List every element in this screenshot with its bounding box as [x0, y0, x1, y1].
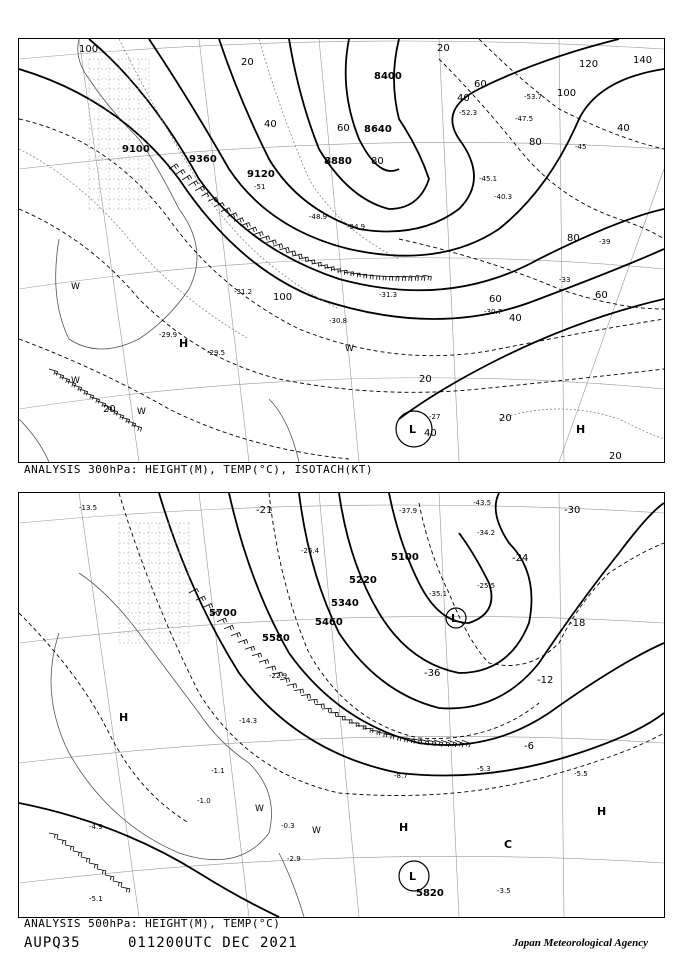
isotach-label: 40 — [457, 93, 470, 104]
wind-barb — [267, 240, 277, 245]
wind-barb — [280, 247, 290, 252]
height-label: 5700 — [209, 608, 237, 619]
isotach-label: 40 — [617, 123, 630, 134]
temp-label: -8.7 — [394, 772, 408, 780]
wind-marker: W — [345, 344, 354, 354]
height-labels — [122, 71, 402, 180]
temp-contour-label: -21 — [256, 505, 273, 516]
wind-barb — [57, 839, 66, 845]
wind-barb — [315, 704, 324, 708]
isotach-label: 60 — [595, 290, 608, 301]
wind-barbs — [49, 589, 470, 893]
temp-label: -5.3 — [477, 765, 491, 773]
analysis-datetime: 011200UTC DEC 2021 — [128, 935, 298, 951]
temp-label: -29.5 — [207, 349, 226, 357]
station-grid — [89, 59, 149, 209]
temp-label: -35.1 — [429, 590, 448, 598]
low-center: L — [409, 423, 417, 436]
isotach-label: 120 — [579, 59, 599, 70]
temp-label: -1.0 — [197, 797, 211, 805]
wind-barb — [293, 254, 303, 258]
temp-label: -22.9 — [269, 672, 288, 680]
height-label: 9120 — [247, 169, 275, 180]
temp-label: -25.5 — [477, 582, 496, 590]
wind-barb — [127, 421, 136, 427]
isotach-label: 80 — [529, 137, 542, 148]
temp-contour-label: -12 — [537, 675, 554, 686]
isotach-label: 40 — [509, 313, 522, 324]
temp-label: -1.1 — [211, 767, 225, 775]
height-label: 5580 — [262, 633, 290, 644]
height-label: 8640 — [364, 124, 392, 135]
low-center: L — [409, 870, 417, 883]
height-label: 5820 — [416, 888, 444, 899]
temp-label: -53.7 — [524, 93, 543, 101]
temp-label: -3.5 — [497, 887, 511, 895]
temp-label: -52.3 — [459, 109, 478, 117]
temp-label: -5.5 — [574, 770, 588, 778]
wind-barb — [301, 694, 310, 698]
wind-barb — [89, 863, 98, 869]
temp-contour-label: -24 — [512, 553, 529, 564]
isotach-label: 40 — [424, 428, 437, 439]
temp-label: -48.9 — [309, 213, 328, 221]
temp-label: -27 — [429, 413, 441, 421]
isotach-label: 60 — [474, 79, 487, 90]
wind-barb — [61, 377, 70, 383]
cold-center: C — [504, 838, 513, 851]
isotach-label: 20 — [437, 43, 450, 54]
isotach-label: 40 — [264, 119, 277, 130]
wind-barb — [113, 881, 122, 887]
temp-label: -45 — [575, 143, 587, 151]
wind-barb — [169, 164, 179, 169]
wind-barb — [81, 857, 90, 863]
wind-barb — [176, 170, 186, 175]
temp-label: -31.2 — [234, 288, 253, 296]
high-center: H — [119, 711, 129, 724]
latlon-grid — [19, 493, 664, 917]
temp-contour-label: -36 — [424, 668, 441, 679]
isotach-label: 100 — [557, 88, 577, 99]
agency-name: Japan Meteorological Agency — [512, 937, 648, 949]
wind-barb — [423, 275, 432, 281]
wind-barb — [308, 699, 317, 703]
wind-barb — [294, 689, 304, 693]
wind-barb — [121, 417, 130, 423]
height-label: 9360 — [189, 154, 217, 165]
height-label: 8880 — [324, 156, 352, 167]
wind-barb — [351, 273, 360, 277]
wind-barb — [49, 369, 58, 375]
wind-barb — [350, 723, 359, 727]
isotach-label: 80 — [371, 156, 384, 167]
wind-barb — [182, 175, 192, 180]
temp-label: -0.3 — [281, 822, 295, 830]
temp-label: -14.3 — [239, 717, 258, 725]
map-300hpa — [19, 39, 664, 462]
isotach-label: 20 — [103, 404, 116, 415]
temperature-contours — [19, 493, 664, 823]
temp-label: -37.9 — [399, 507, 418, 515]
temp-contour-labels — [256, 505, 585, 752]
wind-barb — [231, 633, 241, 638]
temp-label: -47.5 — [515, 115, 534, 123]
wind-barb — [252, 653, 262, 658]
isotach-label: 20 — [241, 57, 254, 68]
temp-label: -43.5 — [473, 499, 492, 507]
isotach-label: 100 — [273, 292, 293, 303]
wind-barb — [325, 267, 334, 271]
isotach-label: 20 — [499, 413, 512, 424]
height-label: 5100 — [391, 552, 419, 563]
high-center: H — [179, 337, 189, 350]
low-center: L — [451, 612, 459, 625]
height-label: 5340 — [331, 598, 359, 609]
temp-contour-label: -6 — [524, 741, 534, 752]
temp-label: -5.1 — [89, 895, 103, 903]
wind-marker: W — [312, 826, 321, 836]
wind-barb — [85, 393, 94, 399]
isotach-label: 80 — [567, 233, 580, 244]
wind-markers — [255, 804, 321, 836]
temp-label: -30.7 — [484, 308, 503, 316]
temp-label: -4.9 — [89, 823, 103, 831]
temp-label: -31.3 — [379, 291, 398, 299]
temp-label: -33 — [559, 276, 571, 284]
wind-marker: W — [71, 282, 80, 292]
height-label: 8400 — [374, 71, 402, 82]
wind-barb — [224, 625, 234, 630]
wind-barb — [329, 712, 338, 716]
latlon-grid — [19, 39, 664, 462]
temp-contour-label: -30 — [564, 505, 581, 516]
isotach-label: 100 — [79, 44, 99, 55]
isotach-label: 60 — [337, 123, 350, 134]
temp-label: -34.9 — [347, 223, 366, 231]
wind-barb — [245, 646, 255, 651]
wind-barb — [266, 666, 276, 671]
wind-barb — [189, 181, 199, 186]
high-center: H — [399, 821, 409, 834]
caption-300hpa: ANALYSIS 300hPa: HEIGHT(M), TEMP(°C), ISOTACH(KT) — [24, 463, 374, 476]
temp-contour-label: -18 — [569, 618, 586, 629]
height-label: 9100 — [122, 144, 150, 155]
chart-500hpa — [18, 492, 665, 918]
wind-barb — [259, 660, 269, 665]
temp-label: -26.4 — [301, 547, 320, 555]
isotach-label: 60 — [489, 294, 502, 305]
isotach-label: 20 — [419, 374, 432, 385]
wind-barb — [238, 640, 248, 645]
wind-marker: W — [255, 804, 264, 814]
wind-barb — [345, 272, 354, 276]
isotach-label: 140 — [633, 55, 653, 66]
isotach-label: 20 — [609, 451, 622, 462]
wind-barb — [65, 845, 74, 851]
chart-300hpa — [18, 38, 665, 463]
wind-marker: W — [137, 407, 146, 417]
wind-barb — [73, 851, 82, 857]
high-center: H — [597, 805, 607, 818]
height-contours — [19, 493, 664, 917]
wind-barb — [322, 708, 331, 712]
wind-barb — [384, 276, 393, 281]
temp-label: -30.8 — [329, 317, 348, 325]
wind-marker: W — [71, 376, 80, 386]
wind-barb — [416, 275, 425, 280]
wind-barb — [121, 887, 130, 893]
high-center: H — [576, 423, 586, 436]
wind-barb — [410, 276, 419, 281]
coastline — [19, 39, 299, 462]
temp-label: -51 — [254, 183, 266, 191]
station-grid — [119, 523, 189, 643]
temp-label: -34.2 — [477, 529, 496, 537]
coastline — [51, 573, 304, 917]
wind-barb — [79, 389, 88, 395]
wind-barb — [105, 875, 114, 881]
wind-barb — [319, 265, 328, 269]
wind-barb — [55, 373, 64, 379]
temp-label: -13.5 — [79, 504, 98, 512]
temp-label: -29.9 — [159, 331, 178, 339]
height-label: 5460 — [315, 617, 343, 628]
chart-code: AUPQ35 — [24, 935, 81, 951]
temp-label: -40.3 — [494, 193, 513, 201]
wind-barb — [273, 244, 283, 249]
caption-500hpa: ANALYSIS 500hPa: HEIGHT(M), TEMP(°C) — [24, 917, 281, 930]
wind-barb — [286, 251, 296, 256]
height-label: 5220 — [349, 575, 377, 586]
map-500hpa — [19, 493, 664, 917]
wind-barb — [287, 684, 297, 688]
temp-label: -45.1 — [479, 175, 498, 183]
temp-label: -39 — [599, 238, 611, 246]
wind-barb — [115, 413, 124, 419]
temp-label: -2.9 — [287, 855, 301, 863]
wind-barb — [49, 833, 58, 839]
